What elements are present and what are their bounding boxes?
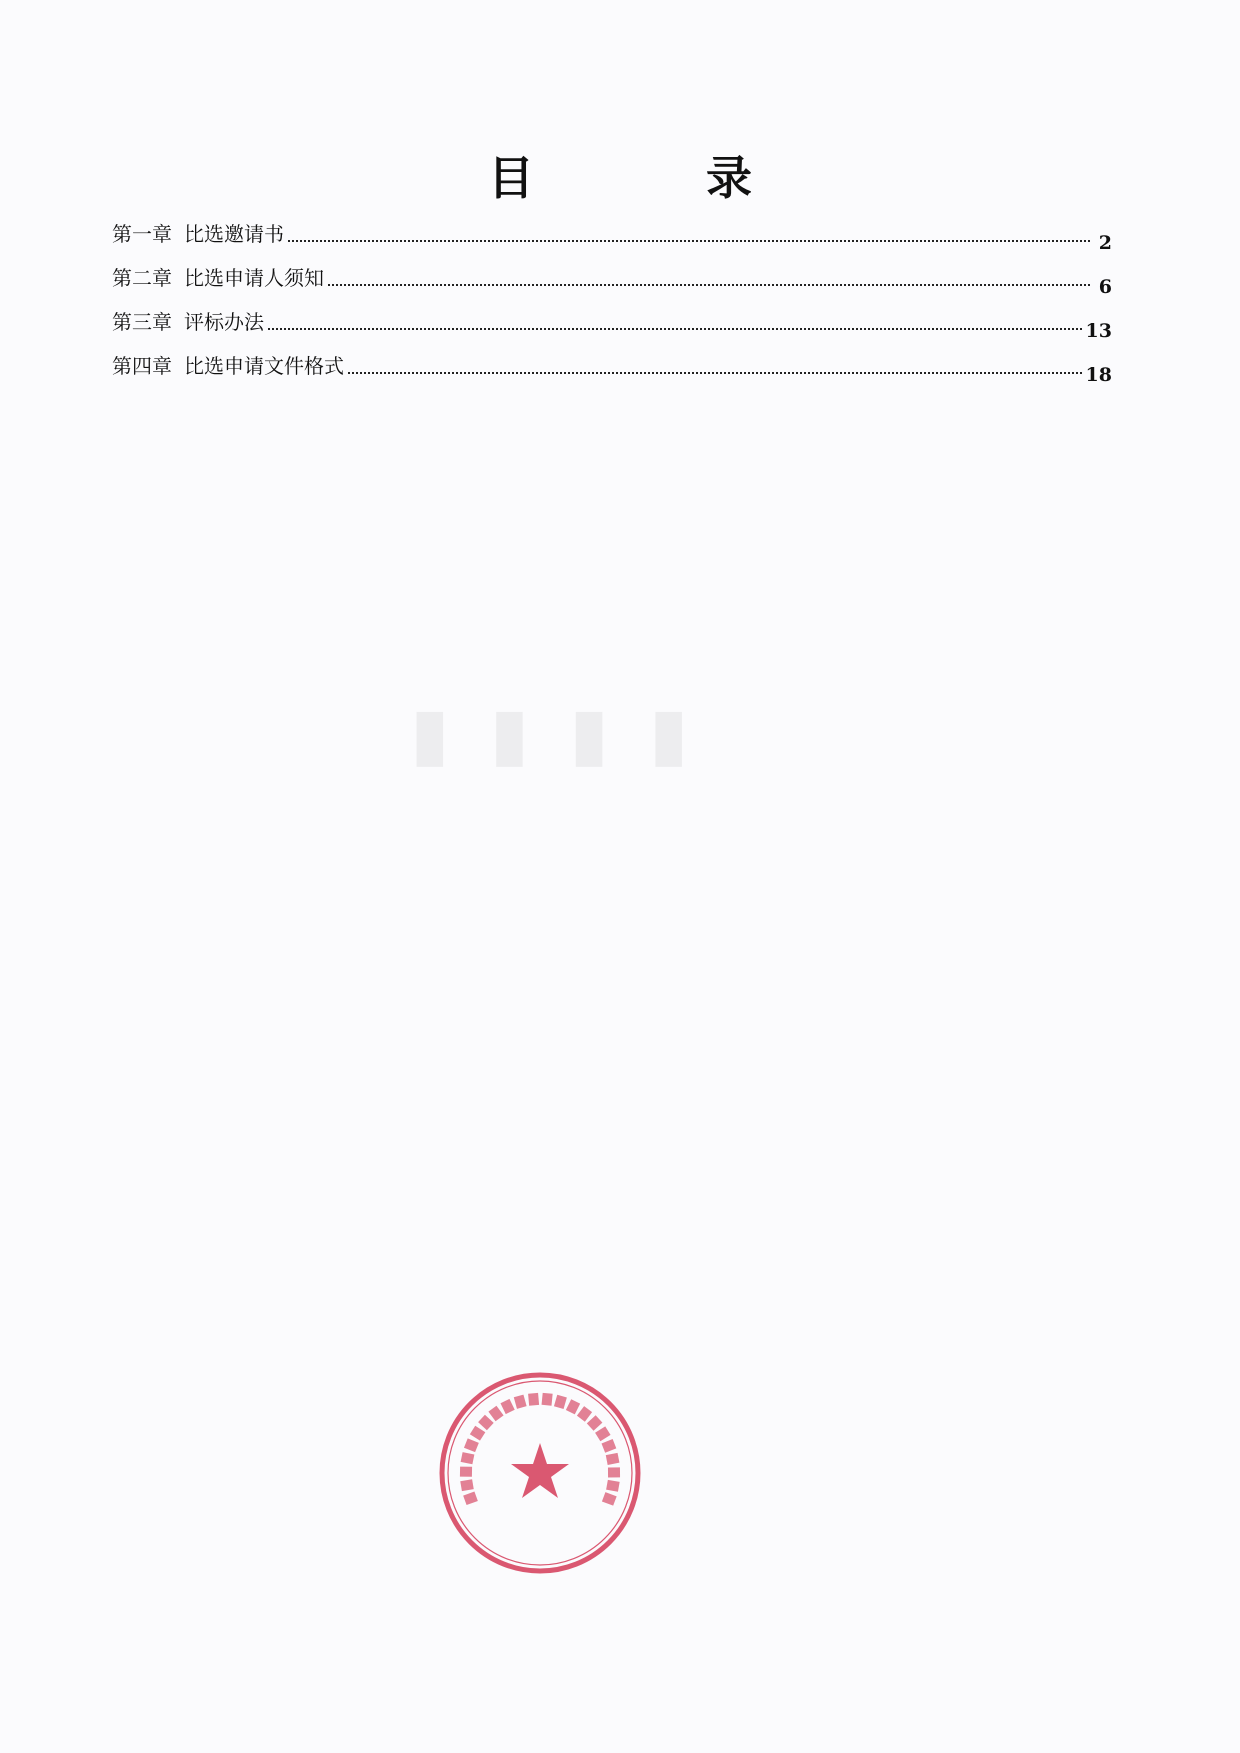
- toc-chapter-number: 第二章: [112, 266, 172, 290]
- seal-character-mark: [608, 1467, 620, 1477]
- toc-item-label: [112, 350, 346, 379]
- toc-item-label: [112, 306, 266, 335]
- toc-chapter-title: 比选申请人须知: [184, 266, 324, 290]
- seal-character-mark: [478, 1415, 494, 1430]
- seal-character-mark: [595, 1426, 610, 1441]
- seal-character-mark: [470, 1426, 485, 1441]
- toc-item[interactable]: [112, 350, 1112, 394]
- star-icon: [511, 1443, 569, 1498]
- seal-character-mark: [566, 1399, 580, 1414]
- toc-chapter-number: 第一章: [112, 222, 172, 246]
- toc-chapter-title: 比选申请文件格式: [184, 354, 344, 378]
- toc-page-number: 13: [1085, 320, 1112, 342]
- seal-character-mark: [606, 1453, 620, 1465]
- toc-chapter-number: 第三章: [112, 310, 172, 334]
- seal-character-mark: [461, 1452, 475, 1464]
- seal-character-mark: [488, 1406, 503, 1422]
- table-of-contents: [112, 218, 1112, 394]
- toc-page-number: 6: [1098, 276, 1112, 298]
- seal-character-mark: [460, 1479, 473, 1491]
- toc-page-number: 2: [1098, 232, 1112, 254]
- seal-character-mark: [601, 1439, 616, 1453]
- seal-character-mark: [554, 1395, 567, 1409]
- official-seal: [435, 1368, 645, 1578]
- show-through-ghost-title: ▮▮▮▮: [410, 690, 729, 775]
- toc-page-number: 18: [1085, 364, 1112, 386]
- toc-item-label: [112, 262, 326, 291]
- toc-chapter-title: 比选邀请书: [184, 222, 284, 246]
- seal-character-mark: [577, 1406, 592, 1422]
- toc-item-label: [112, 218, 286, 247]
- seal-character-mark: [602, 1492, 617, 1506]
- seal-character-mark: [463, 1492, 478, 1506]
- seal-character-mark: [514, 1395, 527, 1409]
- seal-character-mark: [542, 1393, 553, 1406]
- seal-character-mark: [587, 1415, 603, 1430]
- toc-chapter-number: 第四章: [112, 354, 172, 378]
- toc-chapter-title: 评标办法: [184, 310, 264, 334]
- seal-character-mark: [606, 1480, 620, 1492]
- toc-item[interactable]: [112, 306, 1112, 350]
- toc-item[interactable]: [112, 218, 1112, 262]
- seal-character-mark: [460, 1467, 472, 1477]
- page-title: 目 录: [487, 151, 830, 205]
- toc-item[interactable]: [112, 262, 1112, 306]
- seal-character-mark: [528, 1393, 539, 1406]
- seal-character-mark: [500, 1399, 514, 1414]
- seal-character-mark: [464, 1438, 479, 1452]
